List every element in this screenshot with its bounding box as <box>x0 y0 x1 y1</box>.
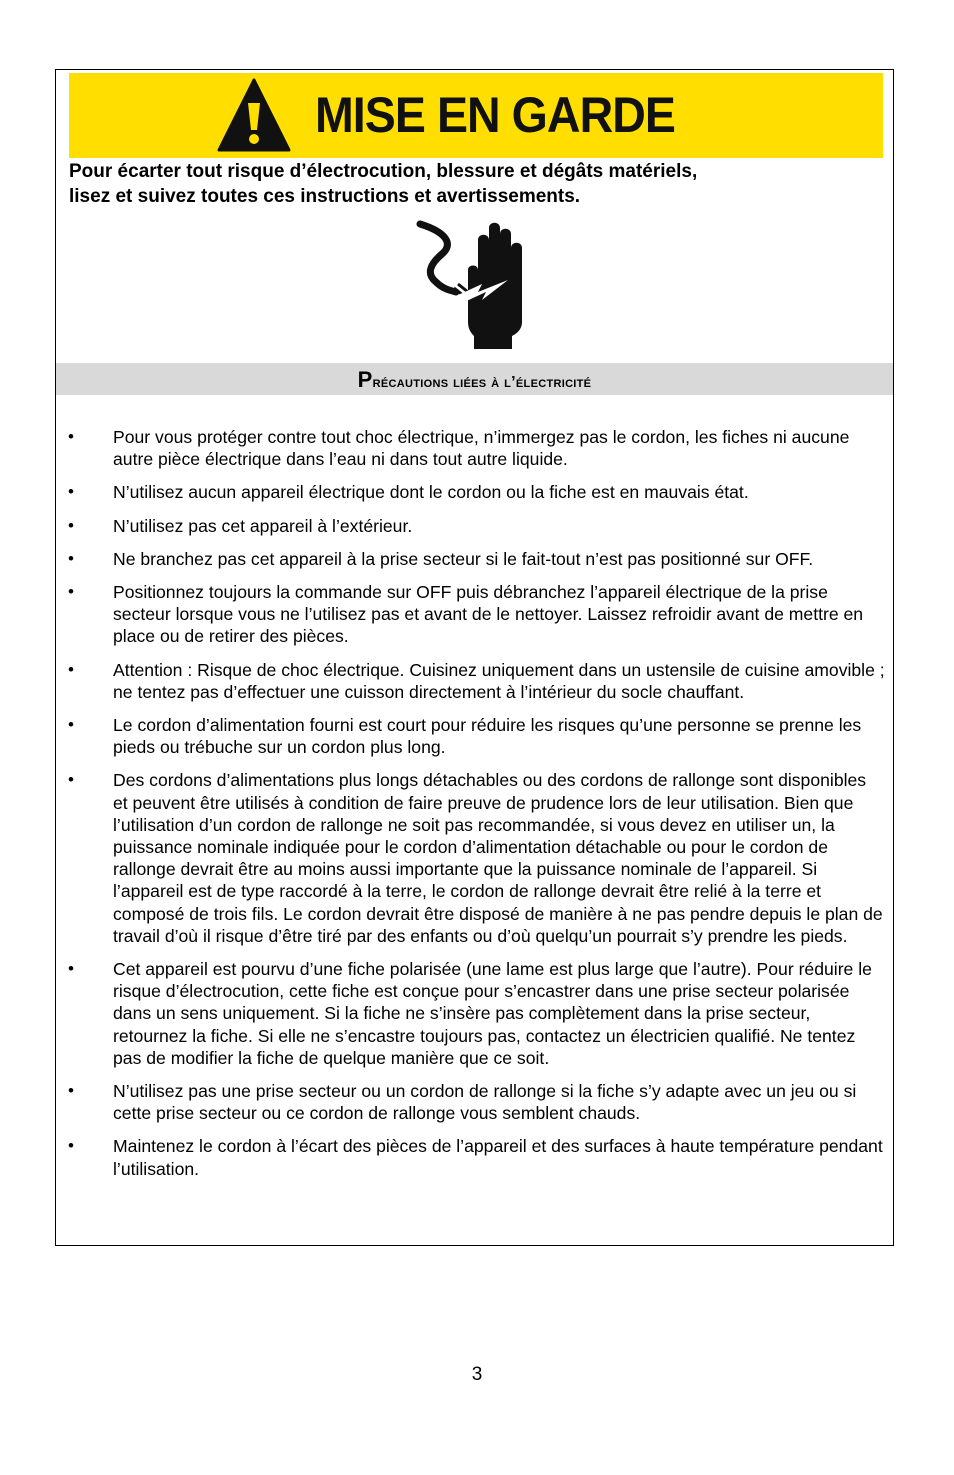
bullet-marker: • <box>68 548 74 568</box>
precautions-list <box>56 426 893 1191</box>
list-item <box>56 581 893 648</box>
list-item <box>56 714 893 758</box>
bullet-marker: • <box>68 715 74 735</box>
list-item <box>56 659 893 703</box>
bullet-marker: • <box>68 659 74 679</box>
intro-line-1: Pour écarter tout risque d’électrocution, blessure et dégâts matériels, <box>69 161 698 182</box>
bullet-marker: • <box>68 427 74 446</box>
list-item-text: Positionnez toujours la commande sur OFF puis débranchez l’appareil électrique de la prise secteur lorsque vous ne l’utilisez pas et avant de le nettoyer. Laissez refroidir avant de mettre en place ou de retirer des pièces. <box>113 582 864 647</box>
bullet-marker: • <box>68 1136 74 1156</box>
bullet-marker: • <box>68 482 74 502</box>
list-item <box>56 426 893 470</box>
page-number: 3 <box>471 1364 483 1385</box>
section-title: Précautions liées à l’électricité <box>357 367 592 392</box>
electric-shock-hand-icon <box>412 218 532 350</box>
list-item-text: Cet appareil est pourvu d’une fiche polarisée (une lame est plus large que l’autre). Pour réduire le risque d’électrocution, cette fiche est conçue pour s’encastrer dans une prise secteur polarisée dans un sens uniquement. Si la fiche ne s’insère pas complètement dans la prise secteur, retournez la fiche. Si elle ne s’encastre toujours pas, contactez un électricien qualifié. Ne tentez pas de modifier la fiche de quelque manière que ce soit. <box>113 959 872 1068</box>
list-item <box>56 548 893 570</box>
list-item <box>56 1080 893 1124</box>
warning-box <box>55 69 894 1246</box>
list-item <box>56 769 893 947</box>
banner-title: MISE EN GARDE <box>315 87 675 143</box>
intro-text <box>69 159 869 209</box>
intro-line-2: lisez et suivez toutes ces instructions et avertissements. <box>69 186 581 207</box>
list-item <box>56 481 893 503</box>
list-item-text: Maintenez le cordon à l’écart des pièces de l’appareil et des surfaces à haute température pendant l’utilisation. <box>113 1136 883 1179</box>
bullet-marker: • <box>68 515 74 535</box>
list-item-text: N’utilisez aucun appareil électrique dont le cordon ou la fiche est en mauvais état. <box>113 482 749 503</box>
list-item <box>56 1135 893 1179</box>
list-item-text: N’utilisez pas cet appareil à l’extérieur. <box>113 515 413 536</box>
list-item <box>56 515 893 537</box>
list-item-text: N’utilisez pas une prise secteur ou un cordon de rallonge si la fiche s’y adapte avec un jeu ou si cette prise secteur ou ce cordon de rallonge vous semblent chauds. <box>113 1081 857 1124</box>
list-item-text: Pour vous protéger contre tout choc électrique, n’immergez pas le cordon, les fiches ni aucune autre pièce électrique dans l’eau ni dans tout autre liquide. <box>113 427 850 470</box>
bullet-marker: • <box>68 959 74 979</box>
list-item-text: Le cordon d’alimentation fourni est court pour réduire les risques qu’une personne se prenne les pieds ou trébuche sur un cordon plus long. <box>113 715 862 758</box>
bullet-marker: • <box>68 582 74 602</box>
list-item <box>56 958 893 1069</box>
list-item-text: Ne branchez pas cet appareil à la prise secteur si le fait-tout n’est pas positionné sur OFF. <box>113 548 814 569</box>
list-item-text: Des cordons d’alimentations plus longs détachables ou des cordons de rallonge sont disponibles et peuvent être utilisés à condition de faire preuve de prudence lors de leur utilisation. Bien que l’utilisation d’un cordon de rallonge ne soit pas recommandée, si vous devez en utiliser un, la puissance nominale indiquée pour le cordon d’alimentation détachable ou pour le cordon de rallonge devrait être au moins aussi importante que la puissance nominale de l’appareil. Si l’appareil est de type raccordé à la terre, le cordon de rallonge devrait être relié à la terre et composé de trois fils. Le cordon devrait être disposé de manière à ne pas pendre depuis le plan de travail d’où il risque d’être tiré par des enfants ou d’où quelqu’un pourrait s’y prendre les pieds. <box>113 770 883 946</box>
warning-banner <box>69 73 883 158</box>
list-item-text: Attention : Risque de choc électrique. Cuisinez uniquement dans un ustensile de cuisine amovible ; ne tentez pas d’effectuer une cuisson directement à l’intérieur du socle chauffant. <box>113 659 885 702</box>
bullet-marker: • <box>68 770 74 790</box>
bullet-marker: • <box>68 1081 74 1101</box>
warning-triangle-icon <box>217 77 291 153</box>
section-header-bar <box>56 363 893 395</box>
